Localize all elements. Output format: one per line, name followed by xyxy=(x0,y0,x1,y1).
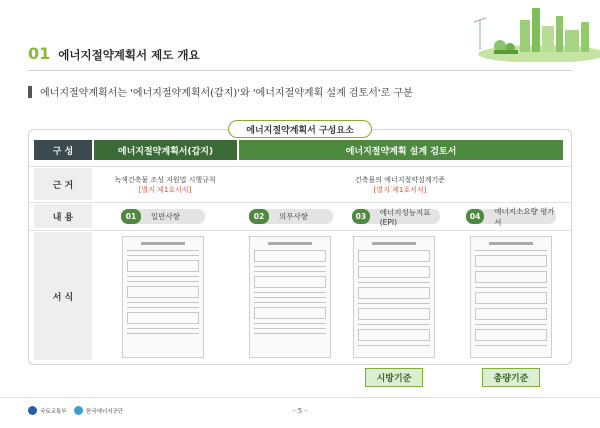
components-chip: 에너지절약계획서 구성요소 xyxy=(228,120,372,138)
ministry-name: 국토교통부 xyxy=(40,408,67,415)
heading-divider xyxy=(28,70,572,71)
tab-label: 에너지소요량 평가서 xyxy=(494,206,555,227)
subtitle-text: 에너지절약계획서는 '에너지절약계획서(갑지)'와 '에너지절약계획 설계 검토서'로 구분 xyxy=(40,88,413,99)
subtitle-bar xyxy=(28,86,32,98)
column-header-right: 에너지절약계획 설계 검토서 xyxy=(239,140,563,160)
tab-energy-evaluation xyxy=(466,206,556,227)
prescriptive-standard-badge: 시방기준 xyxy=(365,368,423,387)
row-divider xyxy=(28,230,572,231)
agency-name: 한국에너지공단 xyxy=(86,408,124,415)
tab-label: 에너지성능지표(EPI) xyxy=(379,207,431,227)
row-label-form: 서 식 xyxy=(34,232,92,360)
row-label-basis: 근 거 xyxy=(34,168,92,200)
tab-number: 01 xyxy=(121,209,141,224)
row-divider xyxy=(28,202,572,203)
section-number: 01 xyxy=(28,44,51,63)
tab-label: 의무사항 xyxy=(279,212,308,221)
page-heading xyxy=(28,44,200,63)
tab-general xyxy=(121,209,205,224)
basis-left-form: [별지 제1호서식] xyxy=(138,186,192,194)
footer-divider xyxy=(0,397,600,398)
basis-left xyxy=(100,175,230,195)
tab-number: 04 xyxy=(466,209,484,224)
form-thumbnail-energy-evaluation xyxy=(470,236,552,358)
basis-right-form: [별지 제1호서식] xyxy=(373,186,427,194)
page-number: - 5 - xyxy=(293,407,307,415)
tab-label: 일반사항 xyxy=(151,212,180,221)
basis-right xyxy=(320,175,480,195)
green-city-illustration xyxy=(460,0,600,62)
column-header-left: 에너지절약계획서(갑지) xyxy=(94,140,237,160)
basis-right-text: 건축물의 에너지절약설계기준 xyxy=(354,176,446,184)
form-thumbnail-epi xyxy=(353,236,435,358)
row-label-content: 내 용 xyxy=(34,204,92,228)
form-thumbnail-general xyxy=(122,236,204,358)
tab-epi xyxy=(352,207,440,227)
row-label-composition: 구 성 xyxy=(34,140,92,160)
tab-number: 03 xyxy=(352,209,370,224)
section-title: 에너지절약계획서 제도 개요 xyxy=(58,48,200,62)
tab-mandatory xyxy=(249,209,333,224)
form-thumbnail-mandatory xyxy=(249,236,331,358)
tab-number: 02 xyxy=(249,209,269,224)
performance-standard-badge: 총량기준 xyxy=(482,368,540,387)
subtitle xyxy=(28,84,413,99)
basis-left-text: 녹색건축물 조성 지원법 시행규칙 xyxy=(114,176,216,184)
row-divider xyxy=(28,166,572,167)
